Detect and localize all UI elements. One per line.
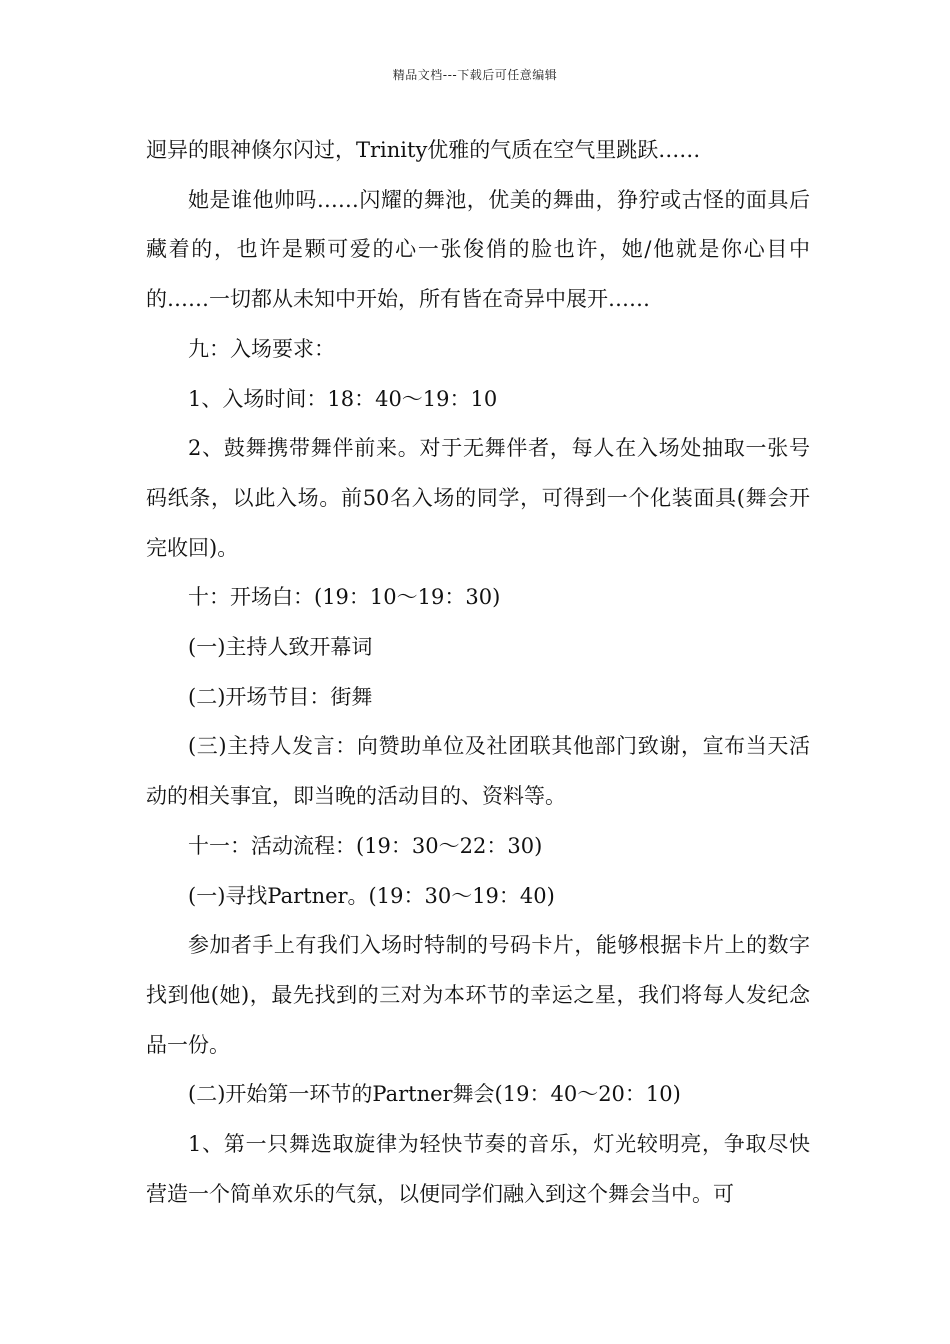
list-item: (二)开始第一环节的Partner舞会(19：40～20：10) xyxy=(188,1082,681,1107)
section-heading: 十一：活动流程：(19：30～22：30) xyxy=(188,833,543,858)
paragraph: 她是谁他帅吗……闪耀的舞池，优美的舞曲，狰狞或古怪的面具后藏着的，也许是颗可爱的心一张俊俏的脸也许，她/他就是你心目中的……一切都从未知中开始，所有皆在奇异中展开…… xyxy=(146,187,810,312)
document-body xyxy=(146,126,810,1219)
list-item: 1、第一只舞选取旋律为轻快节奏的音乐，灯光较明亮，争取尽快营造一个简单欢乐的气氛，以便同学们融入到这个舞会当中。可 xyxy=(146,1132,810,1206)
page-header: 精品文档---下载后可任意编辑 xyxy=(392,68,558,82)
list-item: (一)寻找Partner。(19：30～19：40) xyxy=(188,883,555,908)
section-heading: 九：入场要求： xyxy=(188,336,335,361)
list-item: (二)开场节目：街舞 xyxy=(188,684,373,709)
list-item: (三)主持人发言：向赞助单位及社团联其他部门致谢，宣布当天活动的相关事宜，即当晚的活动目的、资料等。 xyxy=(146,734,810,809)
paragraph: 迥异的眼神倏尔闪过，Trinity优雅的气质在空气里跳跃…… xyxy=(146,138,701,162)
paragraph: 参加者手上有我们入场时特制的号码卡片，能够根据卡片上的数字找到他(她)，最先找到的三对为本环节的幸运之星，我们将每人发纪念品一份。 xyxy=(146,933,810,1057)
section-heading: 十：开场白：(19：10～19：30) xyxy=(188,585,501,610)
list-item: (一)主持人致开幕词 xyxy=(188,635,373,660)
list-item: 2、鼓舞携带舞伴前来。对于无舞伴者，每人在入场处抽取一张号码纸条，以此入场。前50名入场的同学，可得到一个化装面具(舞会开完收回)。 xyxy=(146,436,810,560)
list-item: 1、入场时间：18：40～19：10 xyxy=(188,386,498,411)
